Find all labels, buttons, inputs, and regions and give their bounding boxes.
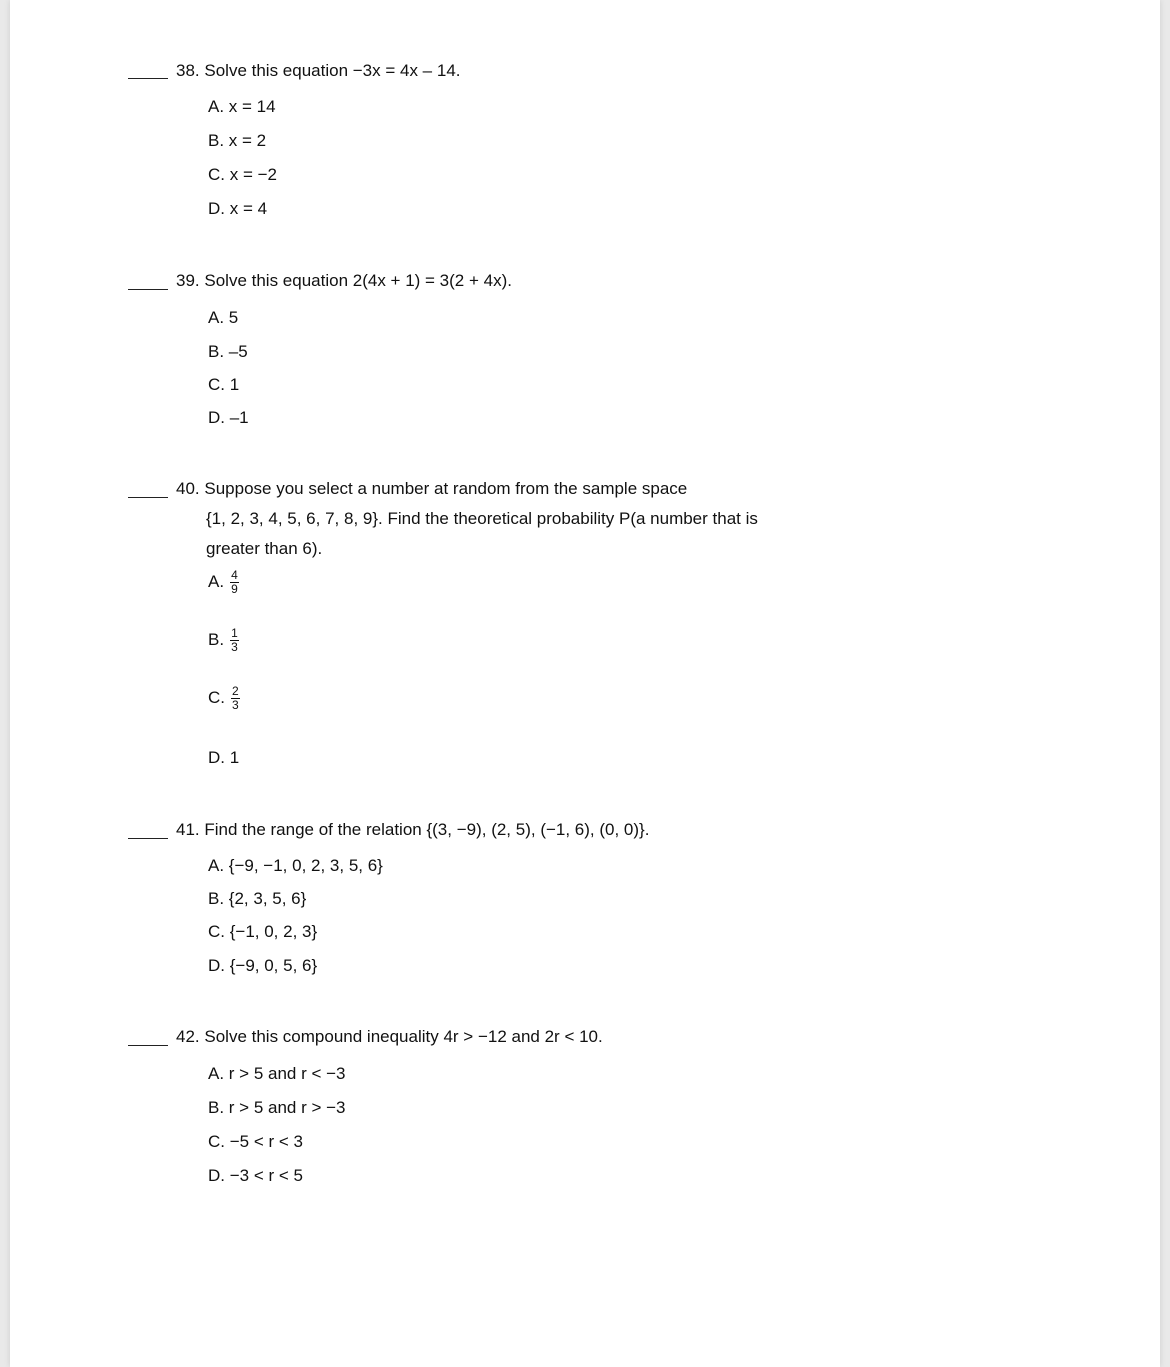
answer-blank[interactable] — [128, 78, 168, 79]
choice-c: C. x = −2 — [208, 165, 277, 184]
fraction — [231, 685, 240, 712]
question-number: 41. — [176, 820, 200, 839]
answer-blank[interactable] — [128, 497, 168, 498]
choice-label: A. — [208, 571, 225, 591]
question-number: 40. — [176, 479, 200, 498]
question-text: Find the range of the relation {(3, −9), (2, 5), (−1, 6), (0, 0)}. — [204, 820, 650, 839]
choice-label: B. — [208, 629, 225, 649]
choice-a — [208, 569, 239, 596]
choice-d — [208, 748, 239, 768]
question-stem — [176, 815, 649, 845]
choice-d: D. −3 < r < 5 — [208, 1166, 303, 1185]
question-stem — [176, 266, 512, 296]
choice-b: B. –5 — [208, 342, 248, 361]
choice-c: C. −5 < r < 3 — [208, 1132, 303, 1151]
question-text: Solve this compound inequality 4r > −12 and 2r < 10. — [204, 1027, 603, 1046]
choice-a: A. x = 14 — [208, 97, 276, 116]
question-number: 39. — [176, 271, 200, 290]
choice-label: C. — [208, 687, 225, 707]
choice-a: A. {−9, −1, 0, 2, 3, 5, 6} — [208, 856, 383, 875]
question-stem — [176, 1022, 603, 1052]
question-text: Solve this equation −3x = 4x – 14. — [204, 61, 461, 80]
choice-a: A. 5 — [208, 308, 239, 327]
choice-b — [208, 627, 239, 654]
question-number: 38. — [176, 61, 200, 80]
numerator: 1 — [231, 626, 238, 640]
choice-d: D. –1 — [208, 408, 249, 427]
fraction — [230, 627, 239, 654]
worksheet-page — [10, 0, 1160, 1367]
choice-b: B. r > 5 and r > −3 — [208, 1098, 346, 1117]
choice-d: D. x = 4 — [208, 199, 268, 218]
choice-text: 1 — [229, 748, 240, 767]
question-stem — [176, 56, 461, 86]
denominator: 3 — [231, 640, 238, 654]
denominator: 9 — [231, 582, 238, 596]
numerator: 4 — [231, 568, 238, 582]
answer-blank[interactable] — [128, 1045, 168, 1046]
fraction — [230, 569, 239, 596]
choice-c: C. 1 — [208, 375, 240, 394]
numerator: 2 — [232, 684, 239, 698]
question-text-line-3: greater than 6). — [206, 539, 323, 558]
choice-c — [208, 685, 240, 712]
question-stem — [176, 474, 687, 504]
answer-blank[interactable] — [128, 289, 168, 290]
question-text-line-2: {1, 2, 3, 4, 5, 6, 7, 8, 9}. Find the theoretical probability P(a number that is — [206, 509, 758, 528]
choice-d: D. {−9, 0, 5, 6} — [208, 956, 318, 975]
choice-b: B. {2, 3, 5, 6} — [208, 889, 307, 908]
choice-label: D. — [208, 748, 225, 767]
answer-blank[interactable] — [128, 838, 168, 839]
choice-c: C. {−1, 0, 2, 3} — [208, 922, 318, 941]
question-text: Suppose you select a number at random from the sample space — [204, 479, 688, 498]
choice-a: A. r > 5 and r < −3 — [208, 1064, 346, 1083]
denominator: 3 — [232, 698, 239, 712]
choice-b: B. x = 2 — [208, 131, 267, 150]
question-number: 42. — [176, 1027, 200, 1046]
question-text: Solve this equation 2(4x + 1) = 3(2 + 4x). — [204, 271, 512, 290]
